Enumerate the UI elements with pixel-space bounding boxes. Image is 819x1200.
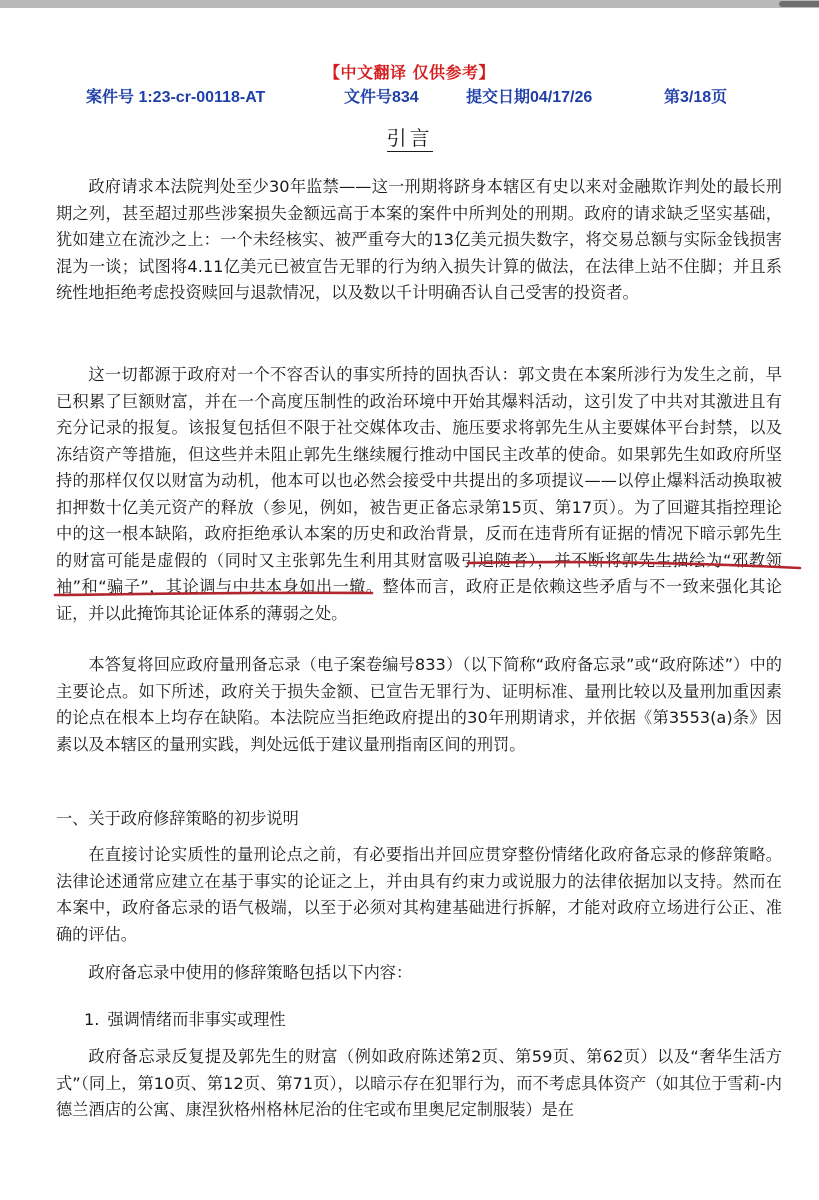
list-item-number: 1.: [84, 1010, 100, 1029]
paragraph-rhetoric-1: 在直接讨论实质性的量刑论点之前，有必要指出并回应贯穿整份情绪化政府备忘录的修辞策略。法律论述通常应建立在基于事实的论证之上，并由具有约束力或说服力的法律依据加以支持。然而在本案中，政府备忘录的语气极端，以至于必须对其构建基础进行拆解，才能对政府立场进行公正、准确的评估。: [56, 845, 782, 944]
paragraph-intro-3: 本答复将回应政府量刑备忘录（电子案卷编号833）（以下简称“政府备忘录”或“政府陈述”）中的主要论点。如下所述，政府关于损失金额、已宣告无罪行为、证明标准、量刑比较以及量刑加重因素的论点在根本上均存在缺陷。本法院应当拒绝政府提出的30年刑期请求，并依据《第3553(a)条》因素以及本辖区的量刑实践，判处远低于建议量刑指南区间的刑罚。: [56, 655, 782, 754]
paragraph-intro-1: 政府请求本法院判处至少30年监禁——这一刑期将跻身本辖区有史以来对金融欺诈判处的最长刑期之列，甚至超过那些涉案损失金额远高于本案的案件中所判处的刑期。政府的请求缺乏坚实基础，犹如建立在流沙之上：一个未经核实、被严重夸大的13亿美元损失数字，将交易总额与实际金钱损害混为一谈；试图将4.11亿美元已被宣告无罪的行为纳入损失计算的做法，在法律上站不住脚；并且系统性地拒绝考虑投资赎回与退款情况，以及数以千计明确否认自己受害的投资者。: [56, 177, 782, 302]
section-heading-rhetoric: 一、关于政府修辞策略的初步说明: [56, 809, 299, 828]
list-item-text: 强调情绪而非事实或理性: [107, 1010, 286, 1029]
scroll-indicator: [779, 1, 819, 7]
document-page: [20, 22, 799, 1200]
section-title-text: 引言: [386, 126, 433, 150]
top-status-bar: [0, 0, 819, 8]
section-title: [20, 122, 799, 151]
paragraph-rhetoric-2: 政府备忘录中使用的修辞策略包括以下内容：: [88, 963, 413, 982]
page-indicator: 第3/18页: [664, 89, 728, 106]
paragraph-rhetoric-3: 政府备忘录反复提及郭先生的财富（例如政府陈述第2页、第59页、第62页）以及“奢华生活方式”（同上，第10页、第12页、第71页），以暗示存在犯罪行为，而不考虑具体资产（如其位于雪莉-内德兰酒店的公寓、康涅狄格州格林尼治的住宅或布里奥尼定制服装）是在: [56, 1047, 782, 1119]
list-item-1: [84, 1006, 286, 1030]
paragraph-intro-2: 这一切都源于政府对一个不容否认的事实所持的固执否认：郭文贵在本案所涉行为发生之前，早已积累了巨额财富，并在一个高度压制性的政治环境中开始其爆料活动，这引发了中共对其激进且有充分记录的报复。该报复包括但不限于社交媒体攻击、施压要求将郭先生从主要媒体平台封禁，以及冻结资产等措施，但这些并未阻止郭先生继续履行推动中国民主改革的使命。如果郭先生如政府所坚持的那样仅仅以财富为动机，他本可以也必然会接受中共提出的多项提议——以停止爆料活动换取被扣押数十亿美元资产的释放（参见，例如，被告更正备忘录第15页、第17页）。为了回避其指控理论中的这一根本缺陷，政府拒绝承认本案的历史和政治背景，反而在违背所有证据的情况下暗示郭先生的财富可能是虚假的（同时又主张郭先生利用其财富吸引追随者），并不断将郭先生描绘为“邪教领袖”和“骗子”，其论调与中共本身如出一辙。整体而言，政府正是依赖这些矛盾与不一致来强化其论证，并以此掩饰其论证体系的薄弱之处。: [56, 365, 782, 623]
filed-date: 提交日期04/17/26: [466, 89, 593, 106]
document-number: 文件号834: [344, 89, 419, 106]
translation-notice: 【中文翻译 仅供参考】: [323, 63, 496, 82]
case-header: [20, 84, 799, 108]
case-number: 案件号 1:23-cr-00118-AT: [86, 89, 266, 106]
